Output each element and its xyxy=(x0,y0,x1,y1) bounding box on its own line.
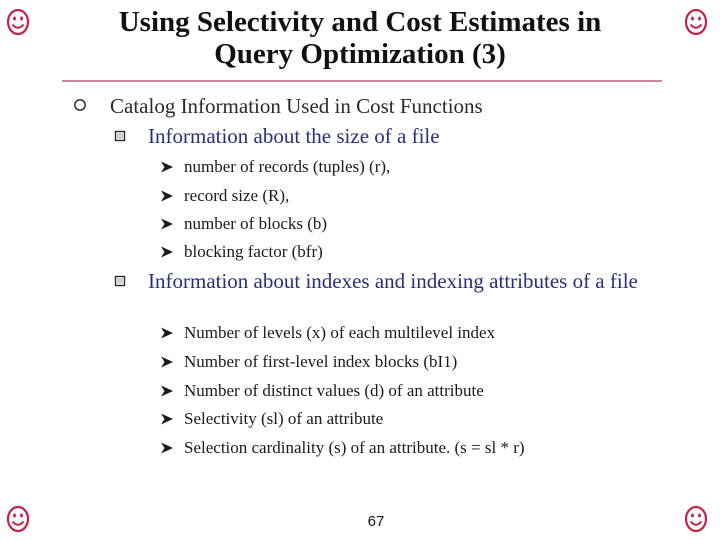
title-divider xyxy=(62,80,662,82)
square-bullet-icon xyxy=(114,274,126,286)
list-item: number of records (tuples) (r), xyxy=(184,157,391,176)
arrow-bullet-icon xyxy=(160,217,174,231)
list-item: Selection cardinality (s) of an attribute. (s = sl * r) xyxy=(184,438,525,457)
list-item: Selectivity (sl) of an attribute xyxy=(184,409,384,428)
arrow-bullet-icon xyxy=(160,355,174,369)
arrow-bullet-icon xyxy=(160,160,174,174)
arrow-bullet-icon xyxy=(160,412,174,426)
arrow-bullet-icon xyxy=(160,245,174,259)
square-bullet-icon xyxy=(114,129,126,141)
title-line-1: Using Selectivity and Cost Estimates in xyxy=(118,6,602,38)
arrow-bullet-icon xyxy=(160,189,174,203)
section-heading: Information about indexes and indexing attributes of a file xyxy=(148,269,638,293)
main-point: Catalog Information Used in Cost Functions xyxy=(110,94,483,118)
arrow-bullet-icon xyxy=(160,384,174,398)
page-number: 67 xyxy=(367,513,385,530)
title-line-2: Query Optimization (3) xyxy=(214,38,506,70)
list-item: Number of first-level index blocks (bI1) xyxy=(184,352,458,371)
list-item: number of blocks (b) xyxy=(184,214,328,233)
list-item: record size (R), xyxy=(184,186,290,205)
corner-smiley-icon xyxy=(684,8,708,36)
corner-smiley-icon xyxy=(684,505,708,533)
slide-title xyxy=(70,6,650,70)
section-heading: Information about the size of a file xyxy=(148,124,440,148)
corner-smiley-icon xyxy=(6,8,30,36)
arrow-bullet-icon xyxy=(160,326,174,340)
list-item: Number of levels (x) of each multilevel index xyxy=(184,323,496,342)
list-item: Number of distinct values (d) of an attribute xyxy=(184,381,484,400)
list-item: blocking factor (bfr) xyxy=(184,242,323,261)
arrow-bullet-icon xyxy=(160,441,174,455)
corner-smiley-icon xyxy=(6,505,30,533)
circle-bullet-icon xyxy=(72,97,88,113)
